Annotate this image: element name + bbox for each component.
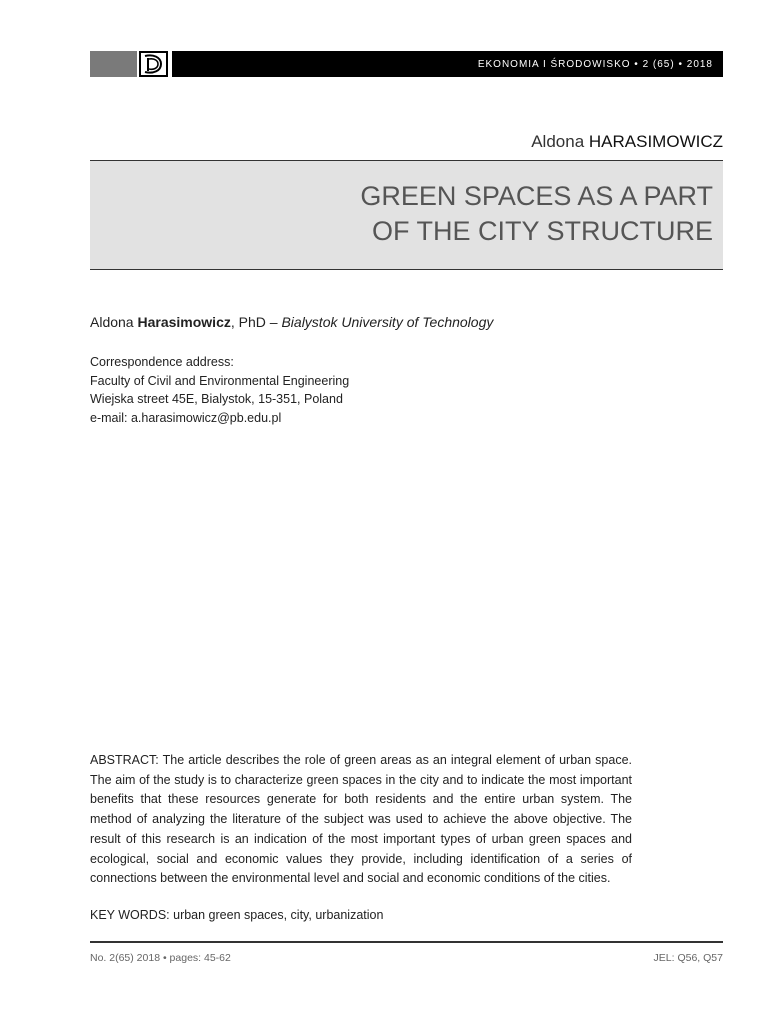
address-label: Correspondence address: — [90, 355, 234, 369]
abstract: ABSTRACT: The article describes the role of green areas as an integral element of urban space. The aim of the study is to characterize green spaces in the city and to indicate the most important benefits that these resources generate for both residents and the entire urban system. The method of analyzing the literature of the subject was used to achieve the above objective. The result of this research is an indication of the most important types of urban green spaces and ecological, social and economic values they provide, including identification of a series of connections between the environmental level and social and economic conditions of the cities. — [90, 753, 632, 886]
author-last-name: HARASIMOWICZ — [588, 132, 723, 151]
address-line-2: Wiejska street 45E, Bialystok, 15-351, Poland — [90, 392, 343, 406]
title-line-2: OF THE CITY STRUCTURE — [371, 216, 713, 246]
footer-jel-codes: JEL: Q56, Q57 — [653, 952, 723, 964]
author-heading — [531, 132, 723, 152]
affiliation-degree: , PhD – — [230, 314, 282, 330]
address-line-1: Faculty of Civil and Environmental Engineering — [90, 373, 350, 388]
title-box — [90, 160, 723, 270]
correspondence-address — [90, 353, 349, 427]
affiliation — [90, 314, 493, 330]
journal-header-text: EKONOMIA I ŚRODOWISKO • 2 (65) • 2018 — [477, 58, 713, 70]
keywords: KEY WORDS: urban green spaces, city, urbanization — [90, 908, 384, 922]
footer-issue-pages: No. 2(65) 2018 • pages: 45-62 — [90, 952, 231, 964]
header-gray-block — [90, 51, 137, 77]
journal-header-bar — [172, 51, 723, 77]
address-email[interactable]: e-mail: a.harasimowicz@pb.edu.pl — [90, 410, 282, 425]
affiliation-last-name: Harasimowicz — [137, 314, 231, 330]
footer-divider — [90, 941, 723, 943]
affiliation-institution: Bialystok University of Technology — [281, 314, 494, 330]
journal-logo-icon — [139, 51, 168, 77]
affiliation-first-name: Aldona — [90, 314, 134, 330]
author-first-name: Aldona — [531, 132, 585, 151]
title-line-1: GREEN SPACES AS A PART — [360, 181, 713, 211]
